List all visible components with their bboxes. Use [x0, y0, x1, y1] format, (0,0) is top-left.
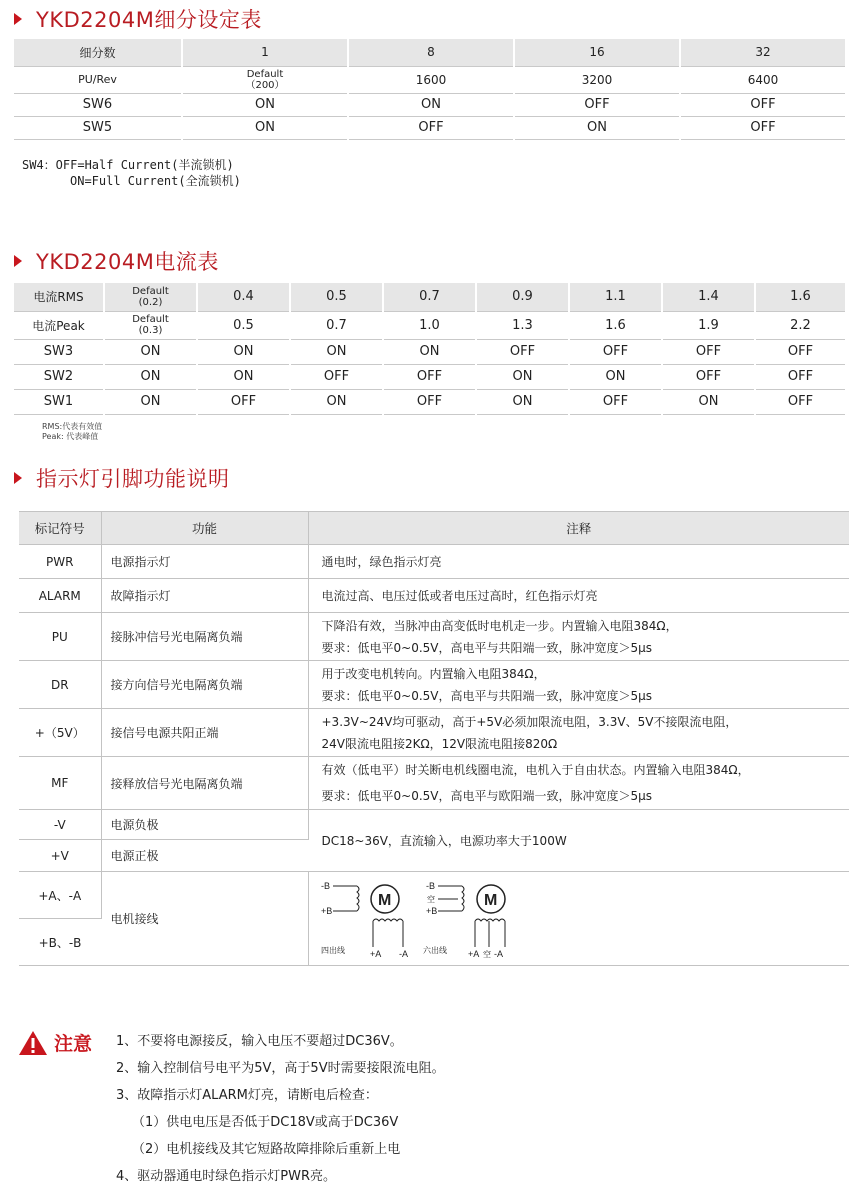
- function-cell: 接脉冲信号光电隔离负端: [101, 613, 308, 661]
- label-empty-a: 空: [482, 949, 491, 959]
- header-cell: 功能: [101, 512, 308, 545]
- warning-triangle-icon: [18, 1030, 48, 1056]
- header-cell: 1.1: [569, 283, 662, 311]
- coil-b-6: [462, 886, 464, 911]
- table-cell: 1600: [348, 66, 514, 93]
- table-cell: ON: [197, 339, 290, 364]
- header-cell: 0.7: [383, 283, 476, 311]
- symbol-cell: +V: [19, 840, 101, 872]
- row-label: SW5: [14, 116, 182, 139]
- note-cell: 电流过高、电压过低或者电压过高时，红色指示灯亮: [308, 579, 849, 613]
- note-line: 有效（低电平）时关断电机线圈电流，电机入于自由状态。内置输入电阻384Ω，: [321, 763, 750, 777]
- header-cell: 0.9: [476, 283, 569, 311]
- table-cell: 0.7: [290, 311, 383, 339]
- table-cell: ON: [383, 339, 476, 364]
- table-cell: Default （200）: [182, 66, 348, 93]
- notice-header: [18, 1029, 92, 1056]
- peak-label: 电流Peak: [14, 311, 104, 339]
- table-cell: ON: [290, 389, 383, 414]
- legend-rms: RMS:代表有效值: [42, 422, 103, 431]
- row-label: SW3: [14, 339, 104, 364]
- label-plus-b: +B: [320, 905, 332, 916]
- coil-a: [373, 919, 403, 921]
- table-cell: 1.0: [383, 311, 476, 339]
- table-row: [14, 339, 846, 364]
- table-row: [19, 661, 849, 709]
- notice-subitem: （1）供电电压是否低于DC18V或高于DC36V: [132, 1115, 399, 1130]
- label-plus-b-6: +B: [425, 905, 437, 916]
- table-row: [19, 810, 849, 840]
- header-cell: 1.4: [662, 283, 755, 311]
- pin-function-table: [19, 511, 849, 966]
- table-header-row: [14, 283, 846, 311]
- sw4-note-line2: ON=Full Current(全流锁机): [70, 174, 241, 188]
- header-cell: 标记符号: [19, 512, 101, 545]
- table-cell: 1.9: [662, 311, 755, 339]
- table-cell: OFF: [755, 364, 846, 389]
- table-row: [14, 311, 846, 339]
- row-label: SW2: [14, 364, 104, 389]
- table-row: [14, 389, 846, 414]
- table-cell: ON: [348, 93, 514, 116]
- table-row: [14, 364, 846, 389]
- section3-title-text: 指示灯引脚功能说明: [36, 467, 230, 491]
- header-cell: 1: [182, 39, 348, 66]
- table-cell: OFF: [514, 93, 680, 116]
- table-row: [19, 872, 849, 919]
- rms-label: 电流RMS: [14, 283, 104, 311]
- header-cell: 0.4: [197, 283, 290, 311]
- table-row: [14, 93, 846, 116]
- note-line: 用于改变电机转向。内置输入电阻384Ω，: [321, 666, 546, 681]
- section1-title: [14, 4, 262, 34]
- wiring-diagram-cell: [308, 872, 849, 966]
- function-cell: 电源负极: [101, 810, 308, 840]
- motor-label-6: M: [483, 891, 497, 909]
- table-row: [19, 709, 849, 757]
- note-line: 要求：低电平0~0.5V，高电平与共阳端一致，脉冲宽度＞5μs: [321, 640, 653, 655]
- table-cell: 3200: [514, 66, 680, 93]
- header-cell: 注释: [308, 512, 849, 545]
- section2-title-text: YKD2204M电流表: [36, 250, 219, 274]
- table-cell: ON: [104, 339, 197, 364]
- function-cell: 电源正极: [101, 840, 308, 872]
- table-cell: OFF: [197, 389, 290, 414]
- subdivision-table: [14, 39, 847, 140]
- function-cell: 接方向信号光电隔离负端: [101, 661, 308, 709]
- triangle-bullet-icon: [14, 13, 22, 25]
- row-label: SW1: [14, 389, 104, 414]
- symbol-cell: DR: [19, 661, 101, 709]
- table-cell: ON: [476, 364, 569, 389]
- note-line: 要求：低电平0~0.5V，高电平与欧阳端一致，脉冲宽度＞5μs: [321, 789, 653, 803]
- notice-item: 3、故障指示灯ALARM灯亮，请断电后检查：: [116, 1088, 378, 1103]
- table-cell: OFF: [662, 339, 755, 364]
- table-cell: OFF: [680, 93, 846, 116]
- header-cell: 32: [680, 39, 846, 66]
- table-cell: ON: [476, 389, 569, 414]
- table-cell: ON: [104, 389, 197, 414]
- label-minus-b: -B: [320, 880, 330, 891]
- table-cell: OFF: [383, 389, 476, 414]
- note-cell: [308, 613, 849, 661]
- table-cell: OFF: [383, 364, 476, 389]
- row-label: SW6: [14, 93, 182, 116]
- four-wire-label: 四出线: [320, 945, 345, 955]
- table-row: [19, 579, 849, 613]
- label-empty-b: 空: [426, 894, 435, 904]
- function-cell: 故障指示灯: [101, 579, 308, 613]
- header-cell: 1.6: [755, 283, 846, 311]
- table-row: [19, 613, 849, 661]
- table-cell: OFF: [290, 364, 383, 389]
- table-row: [14, 66, 846, 93]
- symbol-cell: PWR: [19, 545, 101, 579]
- label-minus-b-6: -B: [425, 880, 435, 891]
- six-wire-label: 六出线: [422, 945, 447, 955]
- table-cell: OFF: [348, 116, 514, 139]
- function-cell: 电源指示灯: [101, 545, 308, 579]
- table-cell: 1.3: [476, 311, 569, 339]
- note-line: 24V限流电阻接2KΩ，12V限流电阻接820Ω: [321, 736, 558, 751]
- notice-subitem: （2）电机接线及其它短路故障排除后重新上电: [132, 1142, 401, 1157]
- note-line: +3.3V~24V均可驱动，高于+5V必须加限流电阻，3.3V、5V不接限流电阻，: [321, 714, 738, 729]
- triangle-bullet-icon: [14, 255, 22, 267]
- label-minus-a: -A: [398, 948, 408, 959]
- table-cell: 2.2: [755, 311, 846, 339]
- table-header-row: [14, 39, 846, 66]
- row-label: PU/Rev: [14, 66, 182, 93]
- coil-b: [357, 886, 359, 911]
- notice-title: 注意: [54, 1033, 93, 1055]
- rms-default: Default (0.2): [104, 283, 197, 311]
- section1-title-text: YKD2204M细分设定表: [36, 8, 262, 32]
- table-header-row: [19, 512, 849, 545]
- section3-title: [14, 463, 230, 493]
- function-cell: 接信号电源共阳正端: [101, 709, 308, 757]
- label-plus-a-6: +A: [467, 948, 479, 959]
- table-cell: ON: [104, 364, 197, 389]
- motor-label: M: [377, 891, 391, 909]
- table-cell: OFF: [755, 339, 846, 364]
- table-cell: OFF: [569, 339, 662, 364]
- motor-wiring-diagram: [319, 877, 539, 961]
- table-cell: 1.6: [569, 311, 662, 339]
- header-cell: 16: [514, 39, 680, 66]
- table-cell: ON: [182, 116, 348, 139]
- symbol-cell: MF: [19, 757, 101, 810]
- legend-peak: Peak: 代表峰值: [42, 432, 99, 441]
- table-cell: ON: [569, 364, 662, 389]
- header-cell: 细分数: [14, 39, 182, 66]
- note-line: 要求：低电平0~0.5V，高电平与共阳端一致，脉冲宽度＞5μs: [321, 688, 653, 703]
- sw4-note-line1: SW4：OFF=Half Current(半流锁机): [22, 158, 234, 172]
- table-cell: ON: [182, 93, 348, 116]
- table-cell: ON: [290, 339, 383, 364]
- table-cell: OFF: [755, 389, 846, 414]
- note-cell: 通电时，绿色指示灯亮: [308, 545, 849, 579]
- table-cell: ON: [662, 389, 755, 414]
- triangle-bullet-icon: [14, 472, 22, 484]
- notice-list: [116, 1028, 445, 1189]
- coil-a-6: [475, 919, 505, 921]
- header-cell: 8: [348, 39, 514, 66]
- notice-item: 4、驱动器通电时绿色指示灯PWR亮。: [116, 1169, 336, 1184]
- table-cell: OFF: [569, 389, 662, 414]
- table-row: [14, 116, 846, 139]
- note-cell: [308, 709, 849, 757]
- function-cell: 电机接线: [101, 872, 308, 966]
- section2-title: [14, 246, 219, 276]
- peak-default: Default (0.3): [104, 311, 197, 339]
- symbol-cell: +B、-B: [19, 919, 101, 966]
- header-cell: 0.5: [290, 283, 383, 311]
- current-table: [14, 283, 847, 415]
- symbol-cell: ALARM: [19, 579, 101, 613]
- table-cell: OFF: [662, 364, 755, 389]
- table-row: [19, 757, 849, 810]
- label-minus-a-6: -A: [493, 948, 503, 959]
- note-cell: [308, 757, 849, 810]
- notice-item: 1、不要将电源接反，输入电压不要超过DC36V。: [116, 1034, 403, 1049]
- table-cell: ON: [514, 116, 680, 139]
- table-row: [19, 545, 849, 579]
- symbol-cell: -V: [19, 810, 101, 840]
- note-line: 下降沿有效，当脉冲由高变低时电机走一步。内置输入电阻384Ω，: [321, 618, 678, 633]
- label-plus-a: +A: [369, 948, 381, 959]
- table-cell: ON: [197, 364, 290, 389]
- power-note-cell: DC18~36V，直流输入，电源功率大于100W: [308, 810, 849, 872]
- symbol-cell: +（5V）: [19, 709, 101, 757]
- table-cell: 6400: [680, 66, 846, 93]
- table-cell: OFF: [476, 339, 569, 364]
- symbol-cell: PU: [19, 613, 101, 661]
- symbol-cell: +A、-A: [19, 872, 101, 919]
- table-cell: 0.5: [197, 311, 290, 339]
- table-cell: OFF: [680, 116, 846, 139]
- function-cell: 接释放信号光电隔离负端: [101, 757, 308, 810]
- note-cell: [308, 661, 849, 709]
- notice-item: 2、输入控制信号电平为5V，高于5V时需要接限流电阻。: [116, 1061, 445, 1076]
